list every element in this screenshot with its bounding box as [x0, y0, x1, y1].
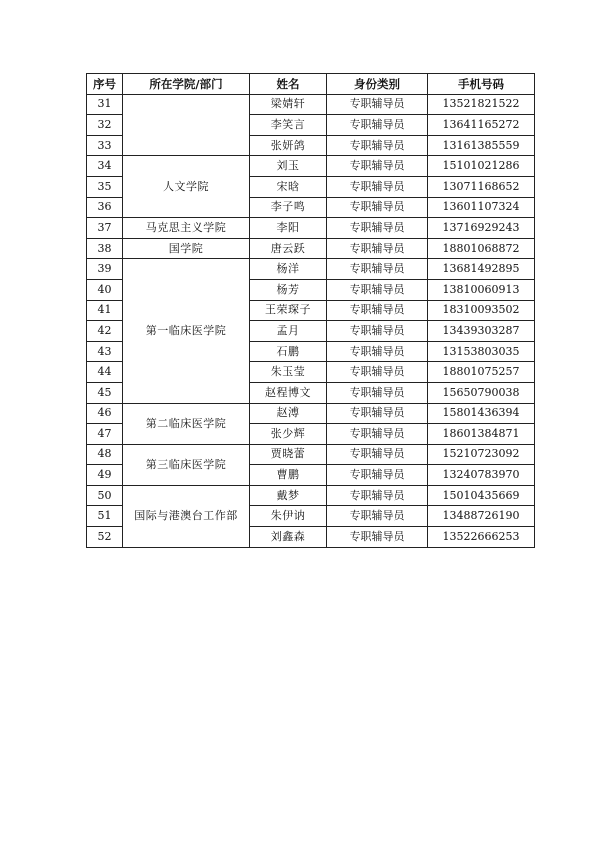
table-row: [87, 403, 535, 424]
header-identity-type: 身份类别: [327, 74, 428, 95]
department-cell: 第一临床医学院: [123, 259, 250, 403]
department-cell: 第三临床医学院: [123, 444, 250, 485]
serial-number-cell: 49: [87, 465, 123, 486]
serial-number-cell: 48: [87, 444, 123, 465]
identity-type-cell: 专职辅导员: [327, 279, 428, 300]
serial-number-cell: 52: [87, 527, 123, 548]
phone-number-cell: 13071168652: [428, 176, 535, 197]
serial-number-cell: 46: [87, 403, 123, 424]
table-row: [87, 259, 535, 280]
serial-number-cell: 47: [87, 424, 123, 445]
identity-type-cell: 专职辅导员: [327, 300, 428, 321]
name-cell: 张少辉: [250, 424, 327, 445]
name-cell: 赵程博文: [250, 382, 327, 403]
identity-type-cell: 专职辅导员: [327, 527, 428, 548]
phone-number-cell: 13810060913: [428, 279, 535, 300]
phone-number-cell: 15801436394: [428, 403, 535, 424]
identity-type-cell: 专职辅导员: [327, 424, 428, 445]
name-cell: 朱伊讷: [250, 506, 327, 527]
phone-number-cell: 15210723092: [428, 444, 535, 465]
identity-type-cell: 专职辅导员: [327, 444, 428, 465]
phone-number-cell: 18801075257: [428, 362, 535, 383]
serial-number-cell: 36: [87, 197, 123, 218]
identity-type-cell: 专职辅导员: [327, 506, 428, 527]
phone-number-cell: 15650790038: [428, 382, 535, 403]
identity-type-cell: 专职辅导员: [327, 238, 428, 259]
table-row: [87, 238, 535, 259]
header-serial-number: 序号: [87, 74, 123, 95]
header-row: [87, 74, 535, 95]
serial-number-cell: 33: [87, 135, 123, 156]
identity-type-cell: 专职辅导员: [327, 382, 428, 403]
identity-type-cell: 专职辅导员: [327, 197, 428, 218]
department-cell: 人文学院: [123, 156, 250, 218]
serial-number-cell: 31: [87, 94, 123, 115]
identity-type-cell: 专职辅导员: [327, 403, 428, 424]
name-cell: 戴梦: [250, 485, 327, 506]
department-cell: 国学院: [123, 238, 250, 259]
table-row: [87, 444, 535, 465]
serial-number-cell: 37: [87, 218, 123, 239]
phone-number-cell: 13488726190: [428, 506, 535, 527]
serial-number-cell: 38: [87, 238, 123, 259]
name-cell: 刘鑫森: [250, 527, 327, 548]
phone-number-cell: 13521821522: [428, 94, 535, 115]
serial-number-cell: 41: [87, 300, 123, 321]
identity-type-cell: 专职辅导员: [327, 485, 428, 506]
phone-number-cell: 13641165272: [428, 115, 535, 136]
name-cell: 梁婧轩: [250, 94, 327, 115]
table-row: [87, 156, 535, 177]
serial-number-cell: 45: [87, 382, 123, 403]
serial-number-cell: 32: [87, 115, 123, 136]
identity-type-cell: 专职辅导员: [327, 218, 428, 239]
phone-number-cell: 13153803035: [428, 341, 535, 362]
department-cell: [123, 94, 250, 156]
header-phone-number: 手机号码: [428, 74, 535, 95]
phone-number-cell: 18801068872: [428, 238, 535, 259]
name-cell: 李阳: [250, 218, 327, 239]
name-cell: 杨洋: [250, 259, 327, 280]
serial-number-cell: 40: [87, 279, 123, 300]
phone-number-cell: 18310093502: [428, 300, 535, 321]
name-cell: 贾晓蕾: [250, 444, 327, 465]
name-cell: 孟月: [250, 321, 327, 342]
phone-number-cell: 13716929243: [428, 218, 535, 239]
name-cell: 曹鹏: [250, 465, 327, 486]
roster-sheet: [86, 73, 535, 548]
identity-type-cell: 专职辅导员: [327, 341, 428, 362]
name-cell: 宋晗: [250, 176, 327, 197]
department-cell: 国际与港澳台工作部: [123, 485, 250, 547]
identity-type-cell: 专职辅导员: [327, 465, 428, 486]
name-cell: 刘玉: [250, 156, 327, 177]
serial-number-cell: 43: [87, 341, 123, 362]
identity-type-cell: 专职辅导员: [327, 94, 428, 115]
header-department: 所在学院/部门: [123, 74, 250, 95]
identity-type-cell: 专职辅导员: [327, 362, 428, 383]
identity-type-cell: 专职辅导员: [327, 115, 428, 136]
table-body: [87, 94, 535, 547]
identity-type-cell: 专职辅导员: [327, 259, 428, 280]
phone-number-cell: 13161385559: [428, 135, 535, 156]
identity-type-cell: 专职辅导员: [327, 176, 428, 197]
serial-number-cell: 35: [87, 176, 123, 197]
phone-number-cell: 13681492895: [428, 259, 535, 280]
department-cell: 第二临床医学院: [123, 403, 250, 444]
table-header: [87, 74, 535, 95]
phone-number-cell: 15101021286: [428, 156, 535, 177]
identity-type-cell: 专职辅导员: [327, 321, 428, 342]
phone-number-cell: 18601384871: [428, 424, 535, 445]
name-cell: 李子鸣: [250, 197, 327, 218]
serial-number-cell: 44: [87, 362, 123, 383]
phone-number-cell: 15010435669: [428, 485, 535, 506]
serial-number-cell: 50: [87, 485, 123, 506]
phone-number-cell: 13601107324: [428, 197, 535, 218]
serial-number-cell: 51: [87, 506, 123, 527]
phone-number-cell: 13439303287: [428, 321, 535, 342]
identity-type-cell: 专职辅导员: [327, 135, 428, 156]
serial-number-cell: 39: [87, 259, 123, 280]
counselor-roster-table: [86, 73, 535, 548]
serial-number-cell: 34: [87, 156, 123, 177]
serial-number-cell: 42: [87, 321, 123, 342]
phone-number-cell: 13522666253: [428, 527, 535, 548]
header-name: 姓名: [250, 74, 327, 95]
name-cell: 李笑言: [250, 115, 327, 136]
table-row: [87, 485, 535, 506]
name-cell: 杨芳: [250, 279, 327, 300]
identity-type-cell: 专职辅导员: [327, 156, 428, 177]
table-row: [87, 94, 535, 115]
name-cell: 赵溥: [250, 403, 327, 424]
table-row: [87, 218, 535, 239]
name-cell: 朱玉莹: [250, 362, 327, 383]
name-cell: 石鹏: [250, 341, 327, 362]
name-cell: 王荣琛子: [250, 300, 327, 321]
name-cell: 张妍鸽: [250, 135, 327, 156]
department-cell: 马克思主义学院: [123, 218, 250, 239]
name-cell: 唐云跃: [250, 238, 327, 259]
phone-number-cell: 13240783970: [428, 465, 535, 486]
